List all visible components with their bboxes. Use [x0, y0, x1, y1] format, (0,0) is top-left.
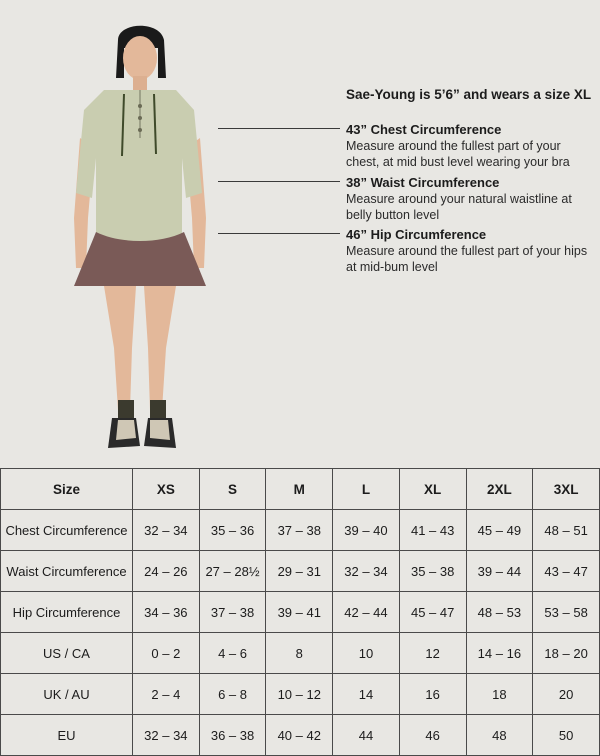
- table-row: [1, 633, 600, 674]
- table-cell: 10 – 12: [266, 674, 333, 715]
- table-cell: 46: [399, 715, 466, 756]
- row-label-cell: Hip Circumference: [1, 592, 133, 633]
- waist-measurement-title: 38” Waist Circumference: [346, 175, 500, 190]
- table-cell: 50: [533, 715, 600, 756]
- table-cell: 8: [266, 633, 333, 674]
- table-cell: 41 – 43: [399, 510, 466, 551]
- header-cell: 2XL: [466, 469, 533, 510]
- table-cell: 39 – 44: [466, 551, 533, 592]
- table-cell: 36 – 38: [199, 715, 266, 756]
- table-cell: 37 – 38: [199, 592, 266, 633]
- hip-measurement-title: 46” Hip Circumference: [346, 227, 487, 242]
- table-cell: 39 – 41: [266, 592, 333, 633]
- header-cell: S: [199, 469, 266, 510]
- table-cell: 4 – 6: [199, 633, 266, 674]
- model-left-sock: [118, 400, 134, 418]
- row-label-cell: US / CA: [1, 633, 133, 674]
- row-label-cell: EU: [1, 715, 133, 756]
- table-cell: 2 – 4: [133, 674, 200, 715]
- table-cell: 20: [533, 674, 600, 715]
- table-cell: 32 – 34: [133, 510, 200, 551]
- size-chart-table: [0, 468, 600, 756]
- waist-measurement: [346, 175, 596, 223]
- table-cell: 18 – 20: [533, 633, 600, 674]
- table-cell: 48 – 51: [533, 510, 600, 551]
- table-cell: 39 – 40: [333, 510, 400, 551]
- table-cell: 10: [333, 633, 400, 674]
- header-cell: M: [266, 469, 333, 510]
- hip-measurement: [346, 227, 596, 275]
- waist-measurement-desc: belly button level: [346, 208, 440, 222]
- table-cell: 45 – 47: [399, 592, 466, 633]
- hip-measurement-desc: Measure around the fullest part of your hips: [346, 244, 588, 258]
- waist-measurement-desc: Measure around your natural waistline at: [346, 192, 572, 206]
- table-row: [1, 715, 600, 756]
- chest-measurement-desc: chest, at mid bust level wearing your bra: [346, 155, 570, 169]
- model-shirt: [76, 90, 202, 251]
- table-cell: 0 – 2: [133, 633, 200, 674]
- table-cell: 16: [399, 674, 466, 715]
- hip-leader-line: [218, 233, 340, 234]
- model-shirt-button: [138, 104, 142, 108]
- table-row: [1, 674, 600, 715]
- table-cell: 37 – 38: [266, 510, 333, 551]
- size-header-row: [1, 469, 600, 510]
- table-cell: 48 – 53: [466, 592, 533, 633]
- table-cell: 44: [333, 715, 400, 756]
- table-cell: 29 – 31: [266, 551, 333, 592]
- table-cell: 43 – 47: [533, 551, 600, 592]
- model-face: [123, 36, 157, 80]
- model-right-shoe-upper: [150, 420, 170, 440]
- model-shirt-button: [138, 116, 142, 120]
- model-neck: [133, 76, 147, 90]
- table-cell: 18: [466, 674, 533, 715]
- model-illustration: [60, 18, 220, 458]
- chest-measurement: [346, 122, 596, 170]
- table-cell: 6 – 8: [199, 674, 266, 715]
- header-cell: Size: [1, 469, 133, 510]
- chest-measurement-title: 43” Chest Circumference: [346, 122, 502, 137]
- table-cell: 48: [466, 715, 533, 756]
- model-right-leg: [144, 286, 176, 410]
- table-cell: 14: [333, 674, 400, 715]
- table-cell: 35 – 38: [399, 551, 466, 592]
- table-cell: 42 – 44: [333, 592, 400, 633]
- waist-leader-line: [218, 181, 340, 182]
- table-cell: 53 – 58: [533, 592, 600, 633]
- model-right-sock: [150, 400, 166, 418]
- table-row: [1, 510, 600, 551]
- table-cell: 32 – 34: [333, 551, 400, 592]
- table-cell: 12: [399, 633, 466, 674]
- table-row: [1, 551, 600, 592]
- header-cell: XL: [399, 469, 466, 510]
- model-left-shoe-upper: [116, 420, 136, 440]
- hip-measurement-desc: at mid-bum level: [346, 260, 438, 274]
- row-label-cell: UK / AU: [1, 674, 133, 715]
- header-cell: 3XL: [533, 469, 600, 510]
- table-cell: 34 – 36: [133, 592, 200, 633]
- table-cell: 24 – 26: [133, 551, 200, 592]
- table-row: [1, 592, 600, 633]
- table-cell: 27 – 28½: [199, 551, 266, 592]
- model-shirt-button: [138, 128, 142, 132]
- header-cell: XS: [133, 469, 200, 510]
- table-cell: 14 – 16: [466, 633, 533, 674]
- model-size-headline: Sae-Young is 5’6” and wears a size XL: [346, 87, 592, 102]
- table-cell: 35 – 36: [199, 510, 266, 551]
- row-label-cell: Waist Circumference: [1, 551, 133, 592]
- model-left-leg: [104, 286, 136, 410]
- chest-leader-line: [218, 128, 340, 129]
- table-cell: 45 – 49: [466, 510, 533, 551]
- header-cell: L: [333, 469, 400, 510]
- row-label-cell: Chest Circumference: [1, 510, 133, 551]
- table-cell: 40 – 42: [266, 715, 333, 756]
- table-cell: 32 – 34: [133, 715, 200, 756]
- chest-measurement-desc: Measure around the fullest part of your: [346, 139, 561, 153]
